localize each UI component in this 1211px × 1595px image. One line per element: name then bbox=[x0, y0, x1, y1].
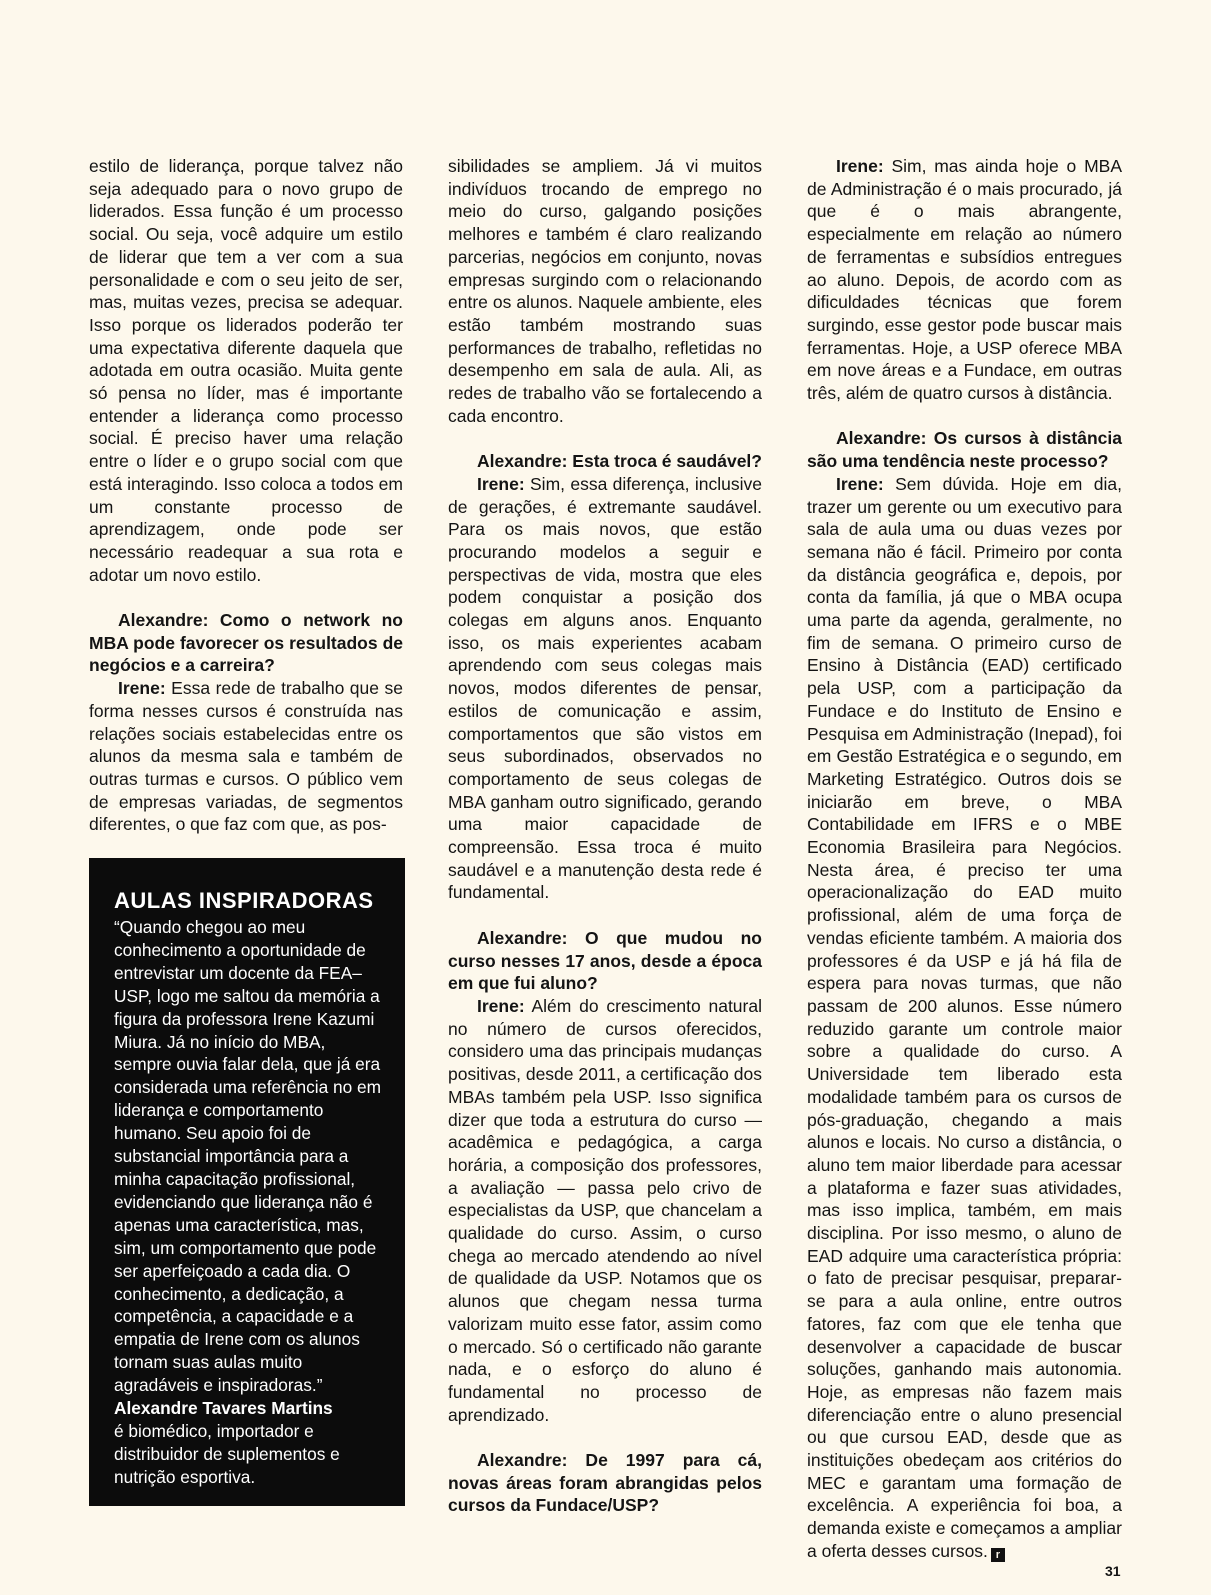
answer bbox=[89, 677, 403, 836]
speaker-label: Irene: bbox=[118, 678, 166, 699]
answer bbox=[448, 995, 762, 1426]
sidebar-title: AULAS INSPIRADORAS bbox=[114, 888, 374, 913]
text-column-2 bbox=[448, 155, 762, 1517]
speaker-label: Irene: bbox=[836, 156, 884, 176]
sidebar-quote: “Quando chegou ao meu conhecimento a oportunidade de entrevistar um docente da FEA–USP, logo me saltou da memória a figura da professora Irene Kazumi Miura. Já no início do MBA, sempre ouvia falar dela, que já era considerada uma referência no em liderança e comportamento humano. Seu apoio foi de substancial importância para a minha capacitação profissional, evidenciando que liderança não é apenas uma característica, mas, sim, um comportamento que pode ser aperfeiçoado a cada dia. O conhecimento, a dedicação, a competência, a capacidade e a empatia de Irene com os alunos tornam suas aulas muito agradáveis e inspiradoras.” bbox=[114, 917, 382, 1396]
sidebar-author: Alexandre Tavares Martins bbox=[114, 1398, 333, 1419]
answer bbox=[807, 155, 1122, 405]
answer-text: Sim, mas ainda hoje o MBA de Administração é o mais procurado, já que é o mais abrangente, especialmente em relação ao número de ferramentas e subsídios entregues ao aluno. Depois, de acordo com as dificuldades técnicas que forem surgindo, esse gestor pode buscar mais ferramentas. Hoje, a USP oferece MBA em nove áreas e a Fundace, em outras três, além de quatro cursos à distância. bbox=[807, 156, 1122, 404]
page-number: 31 bbox=[1105, 1563, 1121, 1579]
answer-text: Sim, essa diferença, inclusive de gerações, é extremante saudável. Para os mais novos, que estão procurando modelos a seguir e perspectivas de vida, mostra que eles podem conquistar a posição dos colegas em alguns anos. Enquanto isso, os mais experientes acabam aprendendo com seus colegas mais novos, modos diferentes de pensar, estilos de comunicação e assim, comportamentos que são vistos em seus subordinados, observados no comportamento de seus colegas de MBA ganham outro significado, gerando uma maior capacidade de compreensão. Essa troca é muito saudável e a manutenção desta rede é fundamental. bbox=[448, 473, 762, 903]
sidebar-box bbox=[89, 858, 405, 1506]
text-column-3 bbox=[807, 155, 1122, 1563]
question: Alexandre: Esta troca é saudável? bbox=[477, 451, 762, 472]
question: Alexandre: De 1997 para cá, novas áreas foram abrangidas pelos cursos da Fundace/USP? bbox=[448, 1450, 762, 1516]
question: Alexandre: Os cursos à distância são uma tendência neste processo? bbox=[807, 428, 1122, 472]
end-of-article-icon: r bbox=[991, 1548, 1005, 1562]
answer-text: Além do crescimento natural no número de cursos oferecidos, considero uma das principais mudanças positivas, desde 2011, a certificação dos MBAs também pela USP. Isso significa dizer que toda a estrutura do curso — acadêmica e pedagógica, a carga horária, a composição dos professores, a avaliação — passa pelo crivo de especialistas da USP, que chancelam a qualidade do curso. Assim, o curso chega ao mercado atendendo ao nível de qualidade da USP. Notamos que os alunos que chegam nessa turma valorizam muito esse fator, assim como o mercado. Só o certificado não garante nada, e o esforço do aluno é fundamental no processo de aprendizado. bbox=[448, 995, 762, 1425]
question: Alexandre: O que mudou no curso nesses 17 anos, desde a época em que fui aluno? bbox=[448, 927, 762, 994]
speaker-label: Irene: bbox=[477, 995, 525, 1016]
answer-text: Sem dúvida. Hoje em dia, trazer um gerente ou um executivo para sala de aula uma ou duas vezes por semana não é fácil. Primeiro por conta da distância geográfica e, depois, por conta da família, já que o MBA ocupa uma parte da agenda, geralmente, no fim de semana. O primeiro curso de Ensino à Distância (EAD) certificado pela USP, com a participação da Fundace e do Instituto de Ensino e Pesquisa em Administração (Inepad), foi em Gestão Estratégica e o segundo, em Marketing Estratégico. Outros dois se iniciarão em breve, o MBA Contabilidade em IFRS e o MBE Economia Brasileira para Negócios. Nesta área, é preciso ter uma operacionalização do EAD muito profissional, além de uma força de vendas eficiente também. A maioria dos professores é da USP e já há fila de espera para novas turmas, que não passam de 200 alunos. Esse número reduzido garante um controle maior sobre a qualidade do curso. A Universidade tem liberado esta modalidade também para os cursos de pós-graduação, chegando a mais alunos e locais. No curso a distância, o aluno tem maior liberdade para acessar a plataforma e fazer suas atividades, mas isso implica, também, em mais disciplina. Por isso mesmo, o aluno de EAD adquire uma característica própria: o fato de precisar pesquisar, preparar-se para a aula online, entre outros fatores, faz com que ele tenha que desenvolver a capacidade de buscar soluções, ganhando mais autonomia. Hoje, as empresas não fazem mais diferenciação entre o aluno presencial ou que cursou EAD, desde que as instituições obedeçam aos critérios do MEC e garantam uma formação de excelência. A experiência foi boa, a demanda existe e começamos a ampliar a oferta desses cursos. bbox=[807, 473, 1122, 1561]
paragraph: estilo de liderança, porque talvez não seja adequado para o novo grupo de liderados. Essa função é um processo social. Ou seja, você adquire um estilo de liderar que tem a ver com a sua personalidade e com o seu jeito de ser, mas, muitas vezes, precisa se adequar. Isso porque os liderados poderão ter uma expectativa diferente daquela que adotada em outra ocasião. Muita gente só pensa no líder, mas é importante entender a liderança como processo social. É preciso haver uma relação entre o líder e o grupo social com que está interagindo. Isso coloca a todos em um constante processo de aprendizagem, onde pode ser necessário readequar a sua rota e adotar um novo estilo. bbox=[89, 156, 403, 585]
text-column-1 bbox=[89, 155, 403, 836]
sidebar-body bbox=[114, 916, 384, 1489]
answer-text: Essa rede de trabalho que se forma nesses cursos é construída nas relações sociais estabelecidas entre os alunos da mesma sala e também de outras turmas e cursos. O público vem de empresas variadas, de segmentos diferentes, o que faz com que, as pos- bbox=[89, 678, 403, 835]
question: Alexandre: Como o network no MBA pode favorecer os resultados de negócios e a carreira? bbox=[89, 610, 403, 676]
answer bbox=[807, 473, 1122, 1563]
speaker-label: Irene: bbox=[477, 473, 525, 494]
paragraph: sibilidades se ampliem. Já vi muitos indivíduos trocando de emprego no meio do curso, galgando posições melhores e também é claro realizando parcerias, negócios em conjunto, novas empresas surgindo com o relacionando entre os alunos. Naquele ambiente, eles estão também mostrando suas performances de trabalho, refletidas no desempenho em sala de aula. Ali, as redes de trabalho vão se fortalecendo a cada encontro. bbox=[448, 156, 762, 426]
speaker-label: Irene: bbox=[836, 473, 884, 494]
sidebar-author-desc: é biomédico, importador e distribuidor de suplementos e nutrição esportiva. bbox=[114, 1420, 340, 1487]
answer bbox=[448, 473, 762, 904]
